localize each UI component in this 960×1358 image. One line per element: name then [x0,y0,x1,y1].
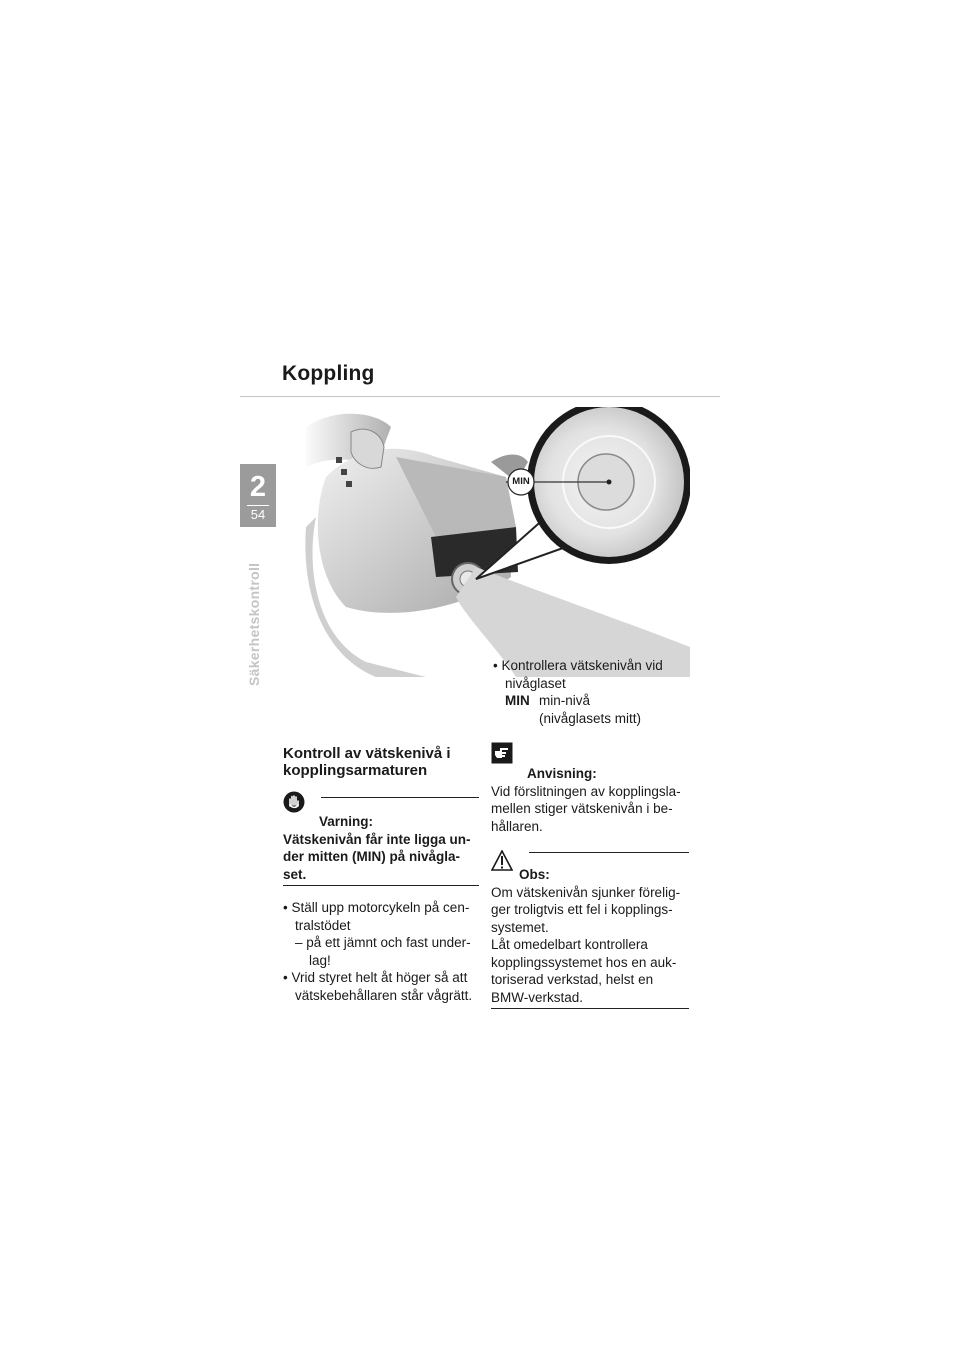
step-item-continuation: vätskebehållaren står vågrätt. [295,987,473,1003]
warning-text [283,831,479,884]
section-heading [283,745,483,779]
caution-line: BMW-verkstad. [491,989,584,1005]
caption-bullet-line: • Kontrollera vätskenivån vid [493,658,663,673]
min-callout-label: MIN [512,476,530,487]
procedure-steps [283,899,483,1004]
min-legend-text: min-nivå [539,693,591,708]
caption-bullet-continuation: nivåglaset [505,675,566,691]
step-item-continuation: tralstödet [295,917,351,933]
page-title: Koppling [282,362,375,385]
min-legend-detail: (nivåglasets mitt) [539,710,642,726]
caution-title: Obs: [519,867,550,882]
chapter-tab-divider [247,505,269,506]
section-heading-line: kopplingsarmaturen [283,762,428,779]
caution-bottom-rule [491,1008,689,1009]
substep-item-continuation: lag! [309,952,331,968]
note-line: Vid förslitningen av kopplingsla- [491,783,681,799]
warning-bottom-rule [283,885,479,886]
caution-top-rule [529,852,689,853]
section-heading-line: Kontroll av vätskenivå i [283,745,451,762]
min-legend-label: MIN [505,693,530,708]
note-block [491,742,689,835]
caution-line: Låt omedelbart kontrollera [491,937,648,952]
warning-block [283,791,479,886]
exclamation-triangle-icon [491,850,513,872]
page-number: 54 [250,507,266,522]
substep-item: – på ett jämnt och fast under- [295,935,471,950]
warning-line: set. [283,866,307,882]
caution-line: Om vätskenivån sjunker förelig- [491,884,681,900]
caution-text [491,884,689,1007]
caution-block [491,848,689,1009]
note-title: Anvisning: [527,766,597,781]
chapter-number: 2 [249,471,267,503]
figure-caption [493,657,693,727]
caution-line: systemet. [491,919,549,935]
step-item: • Vrid styret helt åt höger så att [283,970,468,985]
step-item: • Ställ upp motorcykeln på cen- [283,900,470,915]
caution-line: toriserad verkstad, helst en [491,972,654,987]
note-text [491,783,689,836]
title-divider [240,396,720,397]
warning-top-rule [321,797,479,798]
warning-line: der mitten (MIN) på nivågla- [283,849,461,864]
pointing-hand-icon [491,742,513,764]
clutch-reservoir-illustration [296,407,690,677]
min-legend-row [493,692,693,710]
stop-hand-icon [283,791,305,813]
warning-title: Varning: [319,814,374,829]
caution-line: ger troligtvis ett fel i kopplings- [491,902,673,917]
note-line: mellen stiger vätskenivån i be- [491,801,673,816]
note-line: hållaren. [491,818,543,834]
chapter-side-label: Säkerhetskontroll [246,562,262,686]
caution-line: kopplingssystemet hos en auk- [491,954,677,970]
warning-line: Vätskenivån får inte ligga un- [283,831,471,847]
